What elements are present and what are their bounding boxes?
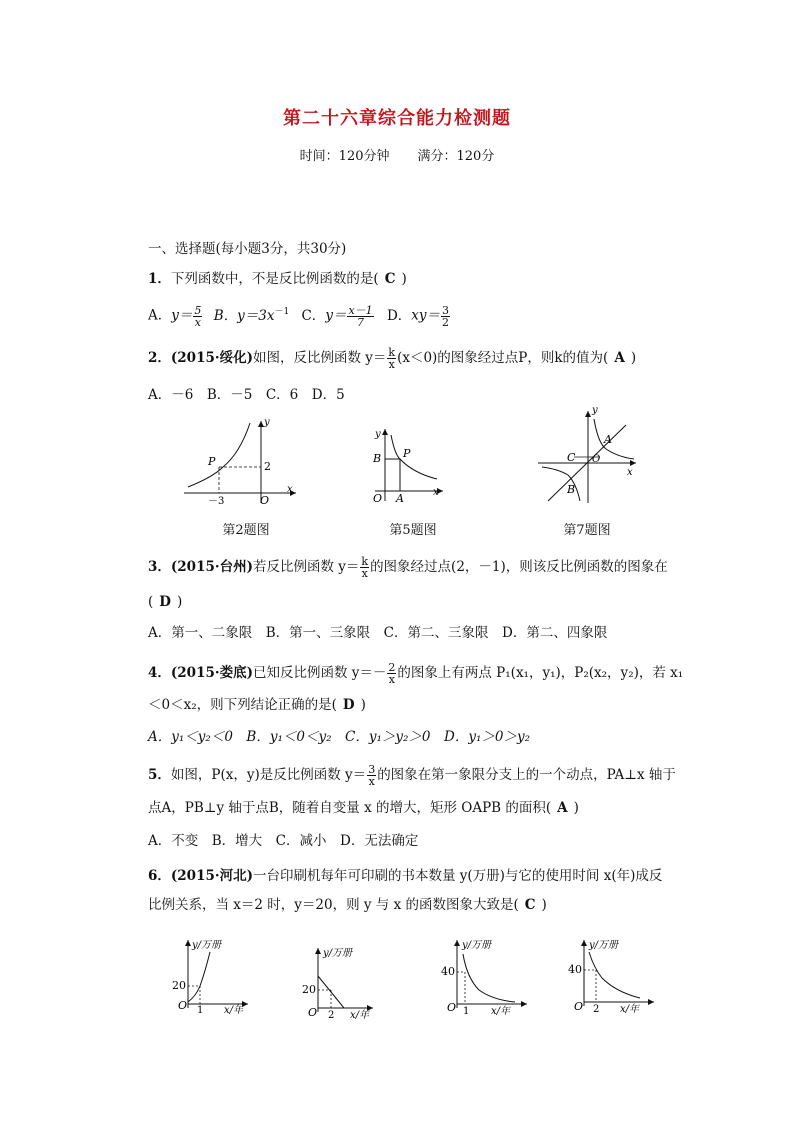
q1-option-c-pre: y＝ (325, 307, 347, 324)
q6d-ylabel: y/万册 (589, 940, 619, 951)
q1-option-d-frac (441, 305, 450, 328)
q6d-xlabel: x/年 (620, 1004, 640, 1015)
question-1-text: 下列函数中，不是反比例函数的是( (170, 271, 379, 287)
question-4-answer: D (342, 697, 355, 713)
q6d-origin: O (574, 1000, 584, 1013)
q1-option-d-num: 3 (442, 303, 450, 317)
q1-option-c-den: 7 (357, 315, 365, 329)
q6a-curve (188, 952, 210, 1002)
q1-option-c-frac (347, 305, 373, 328)
fig5-curve (391, 435, 437, 479)
q6c-curve (463, 954, 515, 1002)
fig5-label-o: O (373, 492, 383, 505)
question-4-frac (387, 662, 396, 685)
question-6 (148, 866, 662, 886)
fig2-label-y: y (264, 417, 270, 428)
q6b-y-arrow (315, 948, 321, 954)
question-5-number: 5． (148, 767, 171, 783)
question-5-close: ) (573, 800, 579, 816)
figure-7 (534, 405, 639, 505)
question-3-close: ) (177, 594, 183, 610)
q6b-xval: 2 (328, 1010, 335, 1021)
question-5-text-post: 的图象在第一象限分支上的一个动点，PA⊥x 轴于 (377, 767, 676, 783)
figure-5 (365, 425, 450, 505)
q6c-ylabel: y/万册 (462, 940, 492, 951)
question-5-options: A．不变 B．增大 C．减小 D．无法确定 (148, 833, 419, 849)
question-3-frac-num: k (361, 555, 369, 568)
q6-graph-d (562, 936, 672, 1016)
question-2-frac-num: k (388, 346, 396, 359)
fig2-label-neg3: －3 (208, 496, 225, 505)
q6a-xlabel: x/年 (224, 1005, 244, 1014)
question-2 (148, 347, 636, 370)
question-5-frac (367, 764, 376, 787)
q6b-origin: O (308, 1006, 318, 1019)
q6c-xval: 1 (463, 1006, 470, 1016)
fig2-label-x: x (287, 484, 293, 495)
q1-option-a-num: 5 (194, 303, 202, 317)
question-2-options: A．－6 B．－5 C．6 D．5 (148, 387, 345, 403)
question-2-frac-den: x (388, 358, 395, 371)
fig5-rectangle (385, 459, 400, 491)
q6b-yval: 20 (302, 983, 316, 996)
question-6-line2 (148, 895, 547, 915)
question-1-options (148, 302, 451, 328)
q6a-y-arrow (185, 940, 191, 946)
question-4-text-pre: 已知反比例函数 y＝－ (252, 665, 387, 681)
fig5-label-b: B (373, 452, 382, 465)
q6d-yval: 40 (568, 963, 582, 976)
question-4-options: A．y₁＜y₂＜0 B．y₁＜0＜y₂ C．y₁＞y₂＞0 D．y₁＞0＞y₂ (148, 729, 530, 745)
fig5-label-a: A (396, 492, 404, 505)
question-2-text-pre: 如图，反比例函数 y＝ (252, 350, 387, 366)
question-5-line2 (148, 798, 579, 818)
question-1-number: 1． (148, 271, 171, 287)
question-1-answer: C (384, 271, 396, 287)
question-5-frac-den: x (368, 775, 375, 788)
q6c-x-arrow (521, 1001, 527, 1007)
question-3-answer: D (159, 594, 171, 610)
fig7-label-c: C (567, 451, 576, 464)
question-2-answer: A (614, 350, 625, 366)
question-3-number: 3． (148, 559, 171, 575)
fig7-label-x: x (627, 467, 633, 478)
question-2-source: (2015·绥化) (170, 350, 253, 366)
question-4 (148, 662, 683, 685)
q6c-xlabel: x/年 (491, 1006, 511, 1016)
fig5-label-y: y (375, 429, 381, 440)
question-3-frac (360, 556, 369, 579)
fig7-label-o: O (592, 454, 601, 465)
section-heading: 一、选择题(每小题3分，共30分) (148, 241, 347, 257)
question-6-source: (2015·河北) (170, 868, 253, 884)
question-4-line2 (148, 695, 366, 715)
question-1 (148, 269, 407, 289)
question-3-text-post: 的图象经过点(2，－1)，则该反比例函数的图象在 (370, 559, 668, 575)
q6-graph-b (298, 944, 408, 1022)
question-6-close: ) (541, 897, 547, 913)
q1-option-b: B．y＝3x (213, 307, 275, 324)
q1-option-c-label: C． (301, 307, 326, 324)
question-4-frac-num: 2 (388, 661, 396, 674)
exam-time: 时间：120分钟 (299, 149, 390, 164)
question-6-line2-text: 比例关系，当 x＝2 时，y＝20，则 y 与 x 的函数图象大致是( (148, 897, 519, 913)
question-5-text-pre: 如图，P(x，y)是反比例函数 y＝ (170, 767, 367, 783)
q6-graph-a (168, 936, 278, 1014)
q6d-y-arrow (581, 940, 587, 946)
q6d-xval: 2 (593, 1004, 600, 1015)
q1-option-a-frac (193, 305, 202, 328)
question-2-number: 2． (148, 350, 171, 366)
question-3-open: ( (148, 594, 154, 610)
question-5-line2-text: 点A，PB⊥y 轴于点B，随着自变量 x 的增大，矩形 OAPB 的面积( (148, 800, 552, 816)
question-2-text-post: (x＜0)的图象经过点P，则k的值为( (397, 350, 609, 366)
q1-option-a-den: x (194, 315, 201, 329)
fig7-label-b: B (567, 483, 576, 496)
page-title: 第二十六章综合能力检测题 (283, 108, 511, 129)
question-3-source: (2015·台州) (170, 559, 253, 575)
q6a-yval: 20 (172, 979, 186, 992)
question-6-number: 6． (148, 868, 171, 884)
fig7-label-y: y (592, 405, 598, 416)
exam-score: 满分：120分 (417, 149, 495, 164)
fig7-label-a: A (604, 433, 612, 446)
question-5-frac-num: 3 (368, 763, 376, 776)
question-4-line2-text: ＜0＜x₂，则下列结论正确的是( (148, 697, 337, 713)
question-3-options: A．第一、二象限 B．第一、三象限 C．第二、三象限 D．第二、四象限 (148, 625, 608, 641)
q6d-curve (589, 952, 640, 998)
q1-option-d-den: 2 (442, 315, 450, 329)
fig2-label-p: P (208, 455, 216, 468)
fig5-y-arrow (382, 429, 388, 435)
fig5-label-x: x (433, 487, 439, 498)
question-3-frac-den: x (361, 567, 368, 580)
q1-option-d-pre: xy＝ (411, 307, 441, 324)
figure-7-caption: 第7题图 (563, 523, 611, 538)
question-6-answer: C (524, 897, 536, 913)
question-4-text-post: 的图象上有两点 P₁(x₁，y₁)，P₂(x₂，y₂)，若 x₁ (397, 665, 684, 681)
question-4-source: (2015·娄底) (170, 665, 253, 681)
fig7-curve-q1 (594, 419, 634, 459)
figure-5-caption: 第5题图 (389, 523, 437, 538)
q6a-ylabel: y/万册 (192, 940, 222, 951)
q6a-origin: O (178, 999, 188, 1012)
question-1-close: ) (401, 271, 407, 287)
q1-option-c-num: x－1 (348, 303, 373, 317)
question-5 (148, 764, 676, 787)
question-3-text-pre: 若反比例函数 y＝ (252, 559, 360, 575)
question-6-line1: 一台印刷机每年可印刷的书本数量 y(万册)与它的使用时间 x(年)成反 (252, 868, 663, 884)
question-4-close: ) (360, 697, 366, 713)
fig2-label-o: O (260, 494, 270, 505)
q6c-y-arrow (454, 940, 460, 946)
q6b-ylabel: y/万册 (323, 948, 353, 959)
question-3 (148, 556, 668, 579)
question-5-answer: A (557, 800, 568, 816)
fig2-label-2: 2 (264, 460, 271, 473)
q6c-origin: O (447, 1001, 457, 1014)
figure-2 (178, 415, 303, 505)
fig7-x-arrow (630, 460, 636, 466)
fig7-y-arrow (585, 411, 591, 417)
q1-option-d-label: D． (386, 307, 412, 324)
q6b-xlabel: x/年 (350, 1010, 370, 1021)
question-4-frac-den: x (388, 673, 395, 686)
question-2-close: ) (630, 350, 637, 366)
fig5-label-p: P (403, 447, 411, 460)
q6-graph-c (435, 936, 545, 1016)
figure-2-caption: 第2题图 (222, 523, 270, 538)
question-3-line2 (148, 592, 182, 612)
q1-option-a-label: A． (148, 307, 172, 324)
q1-option-a-pre: y＝ (171, 307, 193, 324)
question-4-number: 4． (148, 665, 171, 681)
q6d-x-arrow (648, 999, 654, 1005)
q1-option-b-sup: －1 (274, 307, 290, 317)
q6c-yval: 40 (441, 965, 455, 978)
question-2-frac (387, 347, 396, 370)
q6a-xval: 1 (197, 1005, 204, 1014)
exam-info (0, 145, 794, 164)
